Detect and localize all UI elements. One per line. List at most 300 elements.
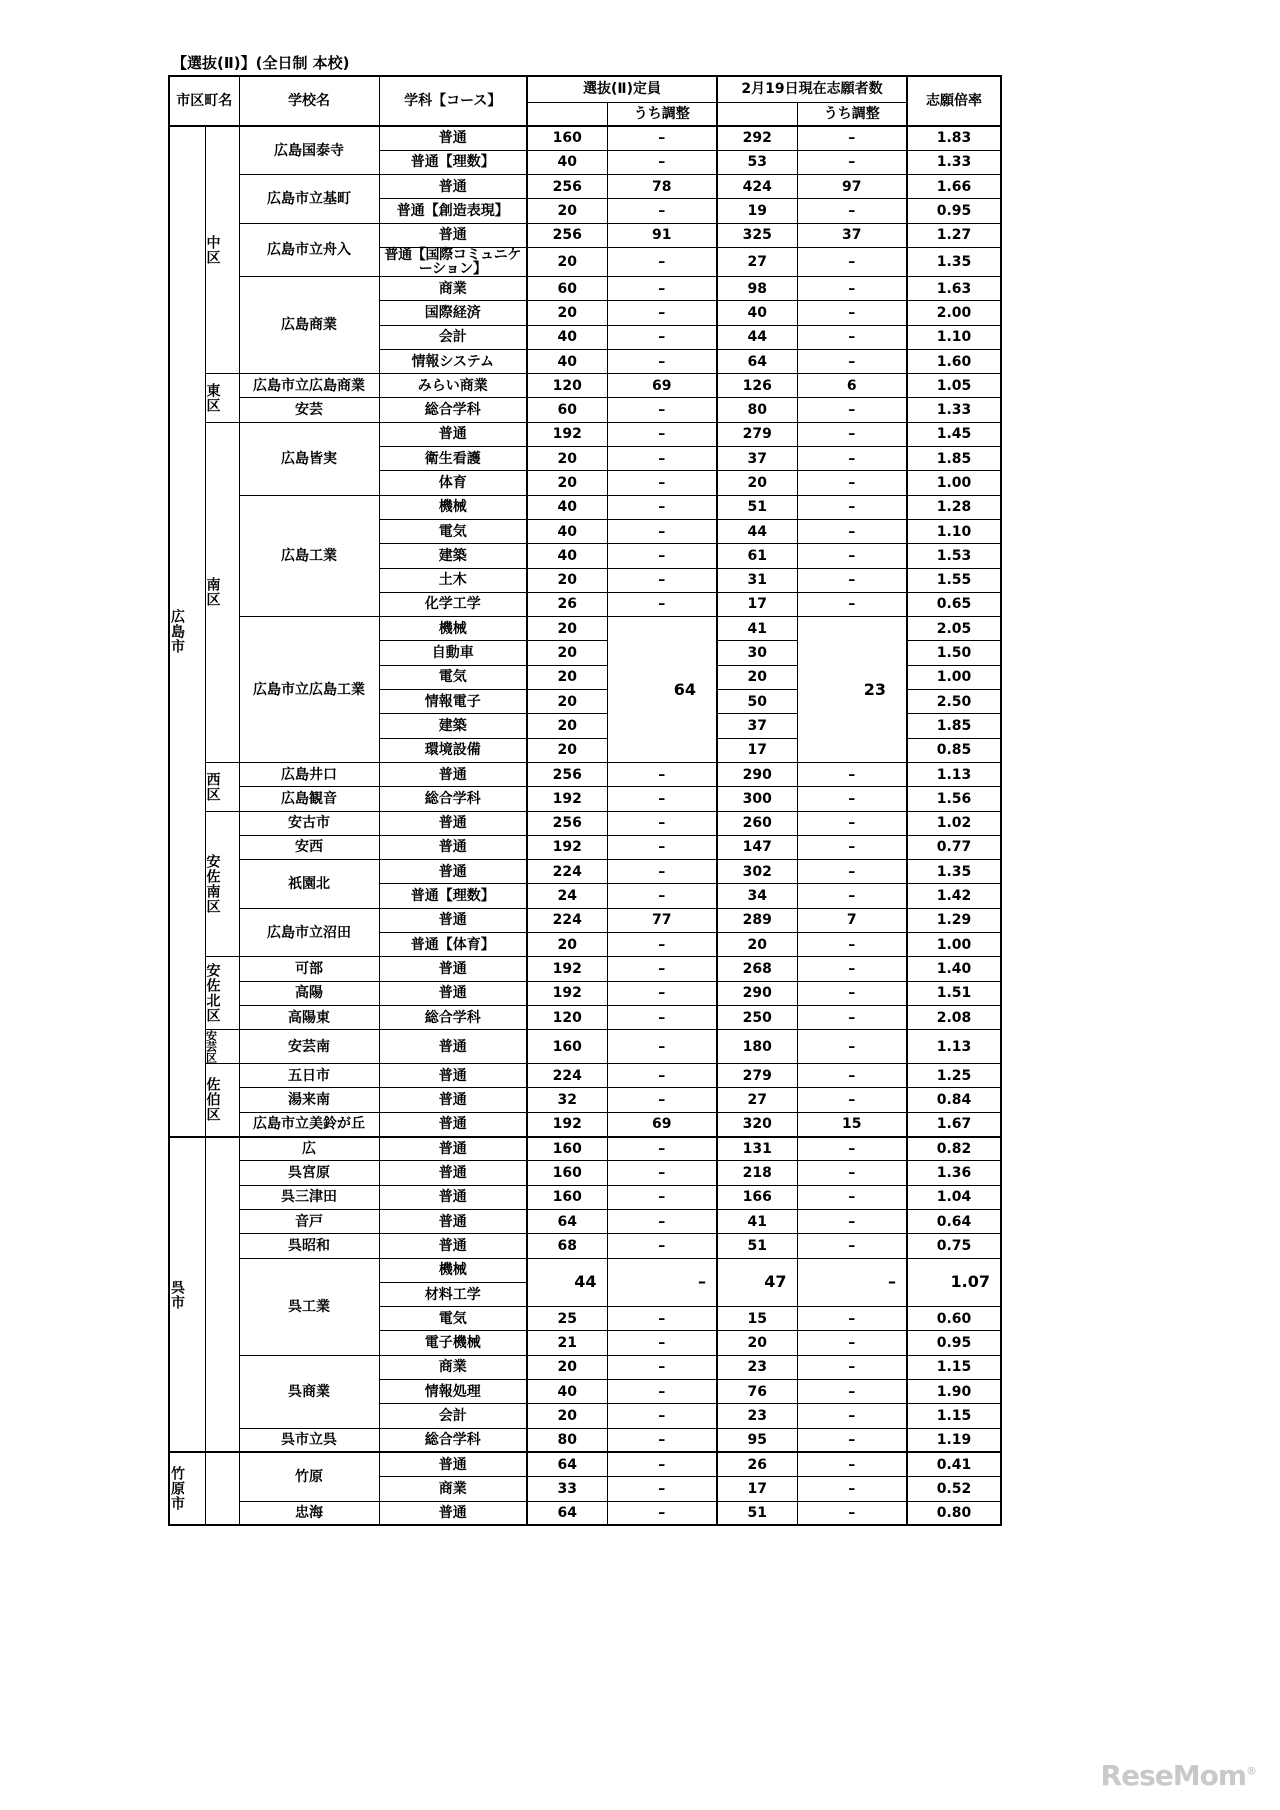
applicants-cell: 51 xyxy=(717,495,797,519)
applicants-adjust-cell: – xyxy=(797,981,907,1005)
capacity-cell: 21 xyxy=(527,1331,607,1355)
applicants-cell: 44 xyxy=(717,519,797,543)
ratio-cell: 1.63 xyxy=(907,276,1001,300)
applicants-adjust-cell: – xyxy=(797,447,907,471)
school-name-cell: 広 xyxy=(239,1137,379,1161)
school-name-cell: 高陽 xyxy=(239,981,379,1005)
table-row xyxy=(169,175,1001,199)
applicants-cell: 80 xyxy=(717,398,797,422)
header-school: 学校名 xyxy=(239,76,379,126)
capacity-adjust-cell: – xyxy=(607,1209,717,1233)
department-cell: 普通 xyxy=(379,835,527,859)
capacity-cell: 20 xyxy=(527,471,607,495)
applicants-cell: 26 xyxy=(717,1452,797,1476)
table-row xyxy=(169,1452,1001,1476)
header-ratio: 志願倍率 xyxy=(907,76,1001,126)
applicants-cell: 44 xyxy=(717,325,797,349)
capacity-adjust-cell: – xyxy=(607,1161,717,1185)
school-name-cell: 広島市立広島工業 xyxy=(239,617,379,763)
capacity-adjust-cell: – xyxy=(607,981,717,1005)
applicants-cell: 292 xyxy=(717,126,797,150)
header-capacity-group: 選抜(Ⅱ)定員 xyxy=(527,76,717,102)
applicants-adjust-cell: – xyxy=(797,276,907,300)
capacity-cell: 80 xyxy=(527,1428,607,1452)
capacity-cell: 20 xyxy=(527,641,607,665)
capacity-cell: 20 xyxy=(527,447,607,471)
capacity-adjust-cell: – xyxy=(607,811,717,835)
applicants-cell: 126 xyxy=(717,374,797,398)
header-applicants-group: 2月19日現在志願者数 xyxy=(717,76,907,102)
applicants-cell: 95 xyxy=(717,1428,797,1452)
applicants-adjust-cell: – xyxy=(797,544,907,568)
applicants-cell: 180 xyxy=(717,1030,797,1064)
capacity-adjust-cell: – xyxy=(607,519,717,543)
department-cell: 普通 xyxy=(379,1234,527,1258)
school-name-cell: 広島市立舟入 xyxy=(239,223,379,276)
capacity-adjust-cell: – xyxy=(607,471,717,495)
capacity-adjust-cell: – xyxy=(607,592,717,616)
capacity-adjust-cell: 78 xyxy=(607,175,717,199)
applicants-adjust-cell: – xyxy=(797,957,907,981)
capacity-cell: 20 xyxy=(527,301,607,325)
school-name-cell: 五日市 xyxy=(239,1064,379,1088)
capacity-adjust-cell: 91 xyxy=(607,223,717,247)
ratio-cell: 1.85 xyxy=(907,714,1001,738)
table-body xyxy=(169,126,1001,1525)
capacity-cell: 20 xyxy=(527,247,607,276)
applicants-adjust-cell: – xyxy=(797,787,907,811)
applicants-cell: 17 xyxy=(717,592,797,616)
department-cell: 化学工学 xyxy=(379,592,527,616)
capacity-cell: 40 xyxy=(527,544,607,568)
table-row xyxy=(169,1137,1001,1161)
capacity-adjust-cell: – xyxy=(607,1088,717,1112)
capacity-cell: 44 xyxy=(527,1258,607,1307)
table-row xyxy=(169,957,1001,981)
applicants-cell: 20 xyxy=(717,471,797,495)
ward-cell-empty xyxy=(205,1137,239,1453)
applicants-cell: 98 xyxy=(717,276,797,300)
school-name-cell: 安西 xyxy=(239,835,379,859)
ward-cell: 南区 xyxy=(205,422,239,762)
applicants-adjust-cell: – xyxy=(797,1477,907,1501)
applicants-cell: 23 xyxy=(717,1355,797,1379)
school-name-cell: 広島井口 xyxy=(239,762,379,786)
ratio-cell: 1.02 xyxy=(907,811,1001,835)
ratio-cell: 0.65 xyxy=(907,592,1001,616)
capacity-cell: 256 xyxy=(527,175,607,199)
applicants-adjust-cell: 15 xyxy=(797,1112,907,1136)
applicants-cell: 50 xyxy=(717,690,797,714)
capacity-cell: 224 xyxy=(527,908,607,932)
department-cell: 普通 xyxy=(379,422,527,446)
department-cell: 普通【理数】 xyxy=(379,150,527,174)
applicants-cell: 51 xyxy=(717,1234,797,1258)
ward-cell-empty xyxy=(205,1452,239,1525)
school-name-cell: 祇園北 xyxy=(239,860,379,909)
applicants-adjust-cell: – xyxy=(797,1404,907,1428)
capacity-adjust-cell: – xyxy=(607,276,717,300)
department-cell: 建築 xyxy=(379,544,527,568)
ratio-cell: 1.13 xyxy=(907,762,1001,786)
school-name-cell: 広島工業 xyxy=(239,495,379,616)
applicants-adjust-cell: – xyxy=(797,1331,907,1355)
applicants-adjust-cell: – xyxy=(797,150,907,174)
capacity-adjust-cell: – xyxy=(607,301,717,325)
department-cell: 普通 xyxy=(379,1185,527,1209)
capacity-adjust-cell: – xyxy=(607,1355,717,1379)
applicants-adjust-cell: – xyxy=(797,568,907,592)
ratio-cell: 1.00 xyxy=(907,665,1001,689)
header-capacity-adjust: うち調整 xyxy=(607,102,717,126)
applicants-adjust-cell: – xyxy=(797,1185,907,1209)
department-cell: 普通 xyxy=(379,1064,527,1088)
applicants-adjust-cell: 37 xyxy=(797,223,907,247)
capacity-cell: 20 xyxy=(527,933,607,957)
applicants-cell: 76 xyxy=(717,1380,797,1404)
applicants-cell: 289 xyxy=(717,908,797,932)
capacity-cell: 26 xyxy=(527,592,607,616)
capacity-adjust-cell: – xyxy=(607,349,717,373)
department-cell: 商業 xyxy=(379,276,527,300)
ratio-cell: 1.36 xyxy=(907,1161,1001,1185)
department-cell: 建築 xyxy=(379,714,527,738)
capacity-cell: 160 xyxy=(527,126,607,150)
applicants-cell: 279 xyxy=(717,422,797,446)
capacity-cell: 20 xyxy=(527,665,607,689)
applicants-cell: 268 xyxy=(717,957,797,981)
school-name-cell: 呉市立呉 xyxy=(239,1428,379,1452)
capacity-cell: 24 xyxy=(527,884,607,908)
capacity-cell: 192 xyxy=(527,787,607,811)
capacity-adjust-cell: – xyxy=(607,860,717,884)
capacity-cell: 25 xyxy=(527,1307,607,1331)
capacity-adjust-cell: – xyxy=(607,1501,717,1525)
capacity-adjust-cell: – xyxy=(607,1234,717,1258)
ward-cell: 安佐南区 xyxy=(205,811,239,957)
applicants-adjust-cell: – xyxy=(797,592,907,616)
applicants-cell: 302 xyxy=(717,860,797,884)
capacity-adjust-cell: – xyxy=(607,1331,717,1355)
school-name-cell: 広島商業 xyxy=(239,276,379,373)
department-cell: 商業 xyxy=(379,1355,527,1379)
capacity-cell: 60 xyxy=(527,276,607,300)
capacity-adjust-cell: – xyxy=(607,1137,717,1161)
table-row xyxy=(169,1234,1001,1258)
ratio-cell: 1.45 xyxy=(907,422,1001,446)
table-row xyxy=(169,787,1001,811)
applicants-cell: 23 xyxy=(717,1404,797,1428)
applicants-cell: 325 xyxy=(717,223,797,247)
ratio-cell: 1.04 xyxy=(907,1185,1001,1209)
ratio-cell: 1.29 xyxy=(907,908,1001,932)
ratio-cell: 1.56 xyxy=(907,787,1001,811)
applicants-cell: 290 xyxy=(717,762,797,786)
department-cell: 普通 xyxy=(379,860,527,884)
ratio-cell: 0.60 xyxy=(907,1307,1001,1331)
department-cell: 普通 xyxy=(379,126,527,150)
department-cell: 普通 xyxy=(379,1161,527,1185)
department-cell: みらい商業 xyxy=(379,374,527,398)
table-row xyxy=(169,1112,1001,1136)
school-name-cell: 安芸南 xyxy=(239,1030,379,1064)
capacity-adjust-cell: – xyxy=(607,1185,717,1209)
capacity-adjust-cell: – xyxy=(607,150,717,174)
applicants-cell: 300 xyxy=(717,787,797,811)
ratio-cell: 1.90 xyxy=(907,1380,1001,1404)
applicants-adjust-cell: – xyxy=(797,1234,907,1258)
capacity-adjust-cell: 69 xyxy=(607,1112,717,1136)
capacity-cell: 160 xyxy=(527,1137,607,1161)
school-name-cell: 広島市立広島商業 xyxy=(239,374,379,398)
applicants-cell: 37 xyxy=(717,714,797,738)
department-cell: 情報処理 xyxy=(379,1380,527,1404)
ratio-cell: 0.82 xyxy=(907,1137,1001,1161)
table-row xyxy=(169,1355,1001,1379)
applicants-cell: 250 xyxy=(717,1005,797,1029)
applicants-adjust-cell: – xyxy=(797,1355,907,1379)
school-name-cell: 広島市立美鈴が丘 xyxy=(239,1112,379,1136)
department-cell: 総合学科 xyxy=(379,1005,527,1029)
table-row xyxy=(169,223,1001,247)
table-row xyxy=(169,908,1001,932)
capacity-cell: 20 xyxy=(527,617,607,641)
ratio-cell: 1.00 xyxy=(907,471,1001,495)
ward-cell: 佐伯区 xyxy=(205,1064,239,1137)
ratio-cell: 1.10 xyxy=(907,519,1001,543)
applicants-cell: 64 xyxy=(717,349,797,373)
applicants-cell: 260 xyxy=(717,811,797,835)
applicants-adjust-cell: – xyxy=(797,495,907,519)
department-cell: 会計 xyxy=(379,325,527,349)
applicants-cell: 20 xyxy=(717,1331,797,1355)
capacity-cell: 68 xyxy=(527,1234,607,1258)
department-cell: 普通 xyxy=(379,908,527,932)
applicants-cell: 166 xyxy=(717,1185,797,1209)
applicants-adjust-cell: – xyxy=(797,398,907,422)
department-cell: 普通 xyxy=(379,957,527,981)
header-dept: 学科【コース】 xyxy=(379,76,527,126)
table-row xyxy=(169,276,1001,300)
capacity-cell: 120 xyxy=(527,374,607,398)
ratio-cell: 0.41 xyxy=(907,1452,1001,1476)
department-cell: 体育 xyxy=(379,471,527,495)
school-name-cell: 広島皆実 xyxy=(239,422,379,495)
capacity-cell: 20 xyxy=(527,1355,607,1379)
table-row xyxy=(169,617,1001,641)
capacity-cell: 64 xyxy=(527,1209,607,1233)
applicants-cell: 131 xyxy=(717,1137,797,1161)
applicants-adjust-cell: – xyxy=(797,325,907,349)
capacity-adjust-cell: – xyxy=(607,1380,717,1404)
capacity-adjust-cell: – xyxy=(607,933,717,957)
applicants-adjust-cell: – xyxy=(797,1161,907,1185)
school-name-cell: 忠海 xyxy=(239,1501,379,1525)
applicants-cell: 147 xyxy=(717,835,797,859)
capacity-cell: 160 xyxy=(527,1161,607,1185)
applicants-cell: 290 xyxy=(717,981,797,1005)
ratio-cell: 1.19 xyxy=(907,1428,1001,1452)
table-row xyxy=(169,981,1001,1005)
table-row xyxy=(169,1064,1001,1088)
department-cell: 普通 xyxy=(379,1209,527,1233)
capacity-cell: 224 xyxy=(527,1064,607,1088)
applicants-cell: 61 xyxy=(717,544,797,568)
school-name-cell: 広島国泰寺 xyxy=(239,126,379,175)
department-cell: 普通【国際コミュニケーション】 xyxy=(379,247,527,276)
department-cell: 材料工学 xyxy=(379,1282,527,1306)
capacity-cell: 20 xyxy=(527,568,607,592)
capacity-cell: 64 xyxy=(527,1452,607,1476)
applicants-cell: 40 xyxy=(717,301,797,325)
department-cell: 情報システム xyxy=(379,349,527,373)
capacity-cell: 256 xyxy=(527,762,607,786)
capacity-adjust-cell: 77 xyxy=(607,908,717,932)
ratio-cell: 1.28 xyxy=(907,495,1001,519)
department-cell: 電気 xyxy=(379,665,527,689)
ratio-cell: 0.77 xyxy=(907,835,1001,859)
department-cell: 普通 xyxy=(379,762,527,786)
table-row xyxy=(169,1088,1001,1112)
department-cell: 総合学科 xyxy=(379,1428,527,1452)
capacity-cell: 40 xyxy=(527,150,607,174)
applicants-adjust-cell: – xyxy=(797,933,907,957)
ratio-cell: 0.95 xyxy=(907,1331,1001,1355)
applicants-adjust-cell: – xyxy=(797,1088,907,1112)
capacity-adjust-cell: – xyxy=(607,447,717,471)
department-cell: 普通 xyxy=(379,175,527,199)
applicants-adjust-cell: – xyxy=(797,1428,907,1452)
department-cell: 機械 xyxy=(379,1258,527,1282)
applicants-cell: 19 xyxy=(717,199,797,223)
city-cell: 広島市 xyxy=(169,126,205,1137)
applicants-adjust-cell: – xyxy=(797,1501,907,1525)
department-cell: 普通 xyxy=(379,1088,527,1112)
capacity-adjust-cell: – xyxy=(607,762,717,786)
applicants-cell: 31 xyxy=(717,568,797,592)
capacity-cell: 40 xyxy=(527,519,607,543)
capacity-cell: 256 xyxy=(527,223,607,247)
ratio-cell: 1.25 xyxy=(907,1064,1001,1088)
ratio-cell: 0.75 xyxy=(907,1234,1001,1258)
ratio-cell: 2.00 xyxy=(907,301,1001,325)
department-cell: 普通 xyxy=(379,1452,527,1476)
ratio-cell: 1.05 xyxy=(907,374,1001,398)
school-name-cell: 広島市立沼田 xyxy=(239,908,379,957)
department-cell: 国際経済 xyxy=(379,301,527,325)
table-row xyxy=(169,1030,1001,1064)
capacity-adjust-cell: – xyxy=(607,787,717,811)
ratio-cell: 1.40 xyxy=(907,957,1001,981)
applicants-cell: 47 xyxy=(717,1258,797,1307)
applicants-adjust-cell: – xyxy=(797,762,907,786)
department-cell: 普通 xyxy=(379,1112,527,1136)
table-row xyxy=(169,495,1001,519)
ratio-cell: 1.10 xyxy=(907,325,1001,349)
capacity-cell: 40 xyxy=(527,495,607,519)
capacity-adjust-cell: 69 xyxy=(607,374,717,398)
applicants-cell: 27 xyxy=(717,1088,797,1112)
capacity-cell: 40 xyxy=(527,349,607,373)
ratio-cell: 1.51 xyxy=(907,981,1001,1005)
page-title: 【選抜(Ⅱ)】(全日制 本校) xyxy=(172,54,350,72)
capacity-cell: 192 xyxy=(527,422,607,446)
ratio-cell: 0.52 xyxy=(907,1477,1001,1501)
ratio-cell: 1.66 xyxy=(907,175,1001,199)
table-row xyxy=(169,126,1001,150)
department-cell: 普通 xyxy=(379,1030,527,1064)
capacity-adjust-cell: – xyxy=(607,247,717,276)
department-cell: 情報電子 xyxy=(379,690,527,714)
ratio-cell: 0.95 xyxy=(907,199,1001,223)
applicants-adjust-cell: – xyxy=(797,199,907,223)
applicants-adjust-cell: – xyxy=(797,884,907,908)
capacity-cell: 20 xyxy=(527,690,607,714)
watermark: ReseMom® xyxy=(1100,1759,1256,1792)
ratio-cell: 2.50 xyxy=(907,690,1001,714)
ratio-cell: 1.67 xyxy=(907,1112,1001,1136)
capacity-adjust-cell: – xyxy=(607,1258,717,1307)
capacity-adjust-cell: – xyxy=(607,544,717,568)
ratio-cell: 0.84 xyxy=(907,1088,1001,1112)
ratio-cell: 1.33 xyxy=(907,150,1001,174)
department-cell: 商業 xyxy=(379,1477,527,1501)
department-cell: 普通 xyxy=(379,981,527,1005)
capacity-adjust-cell: – xyxy=(607,884,717,908)
ratio-cell: 1.60 xyxy=(907,349,1001,373)
applicants-adjust-cell: – xyxy=(797,1258,907,1307)
table-row xyxy=(169,762,1001,786)
ratio-cell: 0.64 xyxy=(907,1209,1001,1233)
ratio-cell: 1.55 xyxy=(907,568,1001,592)
capacity-adjust-cell: – xyxy=(607,1005,717,1029)
table-row xyxy=(169,1209,1001,1233)
applicants-cell: 15 xyxy=(717,1307,797,1331)
capacity-adjust-cell: – xyxy=(607,199,717,223)
applicants-adjust-cell: – xyxy=(797,349,907,373)
capacity-adjust-cell: – xyxy=(607,1030,717,1064)
ratio-cell: 1.15 xyxy=(907,1355,1001,1379)
applicants-cell: 53 xyxy=(717,150,797,174)
applicants-adjust-cell: – xyxy=(797,126,907,150)
department-cell: 電子機械 xyxy=(379,1331,527,1355)
school-name-cell: 湯来南 xyxy=(239,1088,379,1112)
header-capacity-blank xyxy=(527,102,607,126)
department-cell: 普通【理数】 xyxy=(379,884,527,908)
ratio-cell: 1.83 xyxy=(907,126,1001,150)
header-applicants-adjust: うち調整 xyxy=(797,102,907,126)
school-name-cell: 安古市 xyxy=(239,811,379,835)
department-cell: 電気 xyxy=(379,1307,527,1331)
ratio-cell: 1.33 xyxy=(907,398,1001,422)
department-cell: 総合学科 xyxy=(379,787,527,811)
ward-cell: 安佐北区 xyxy=(205,957,239,1030)
department-cell: 電気 xyxy=(379,519,527,543)
capacity-cell: 20 xyxy=(527,1404,607,1428)
applicants-cell: 279 xyxy=(717,1064,797,1088)
capacity-cell: 40 xyxy=(527,1380,607,1404)
capacity-cell: 192 xyxy=(527,835,607,859)
applicants-adjust-cell: – xyxy=(797,247,907,276)
ratio-cell: 1.07 xyxy=(907,1258,1001,1307)
table-row xyxy=(169,1501,1001,1525)
applicants-cell: 41 xyxy=(717,617,797,641)
applicants-adjust-cell: – xyxy=(797,1064,907,1088)
capacity-cell: 256 xyxy=(527,811,607,835)
ratio-cell: 1.42 xyxy=(907,884,1001,908)
capacity-cell: 20 xyxy=(527,714,607,738)
applicants-cell: 320 xyxy=(717,1112,797,1136)
